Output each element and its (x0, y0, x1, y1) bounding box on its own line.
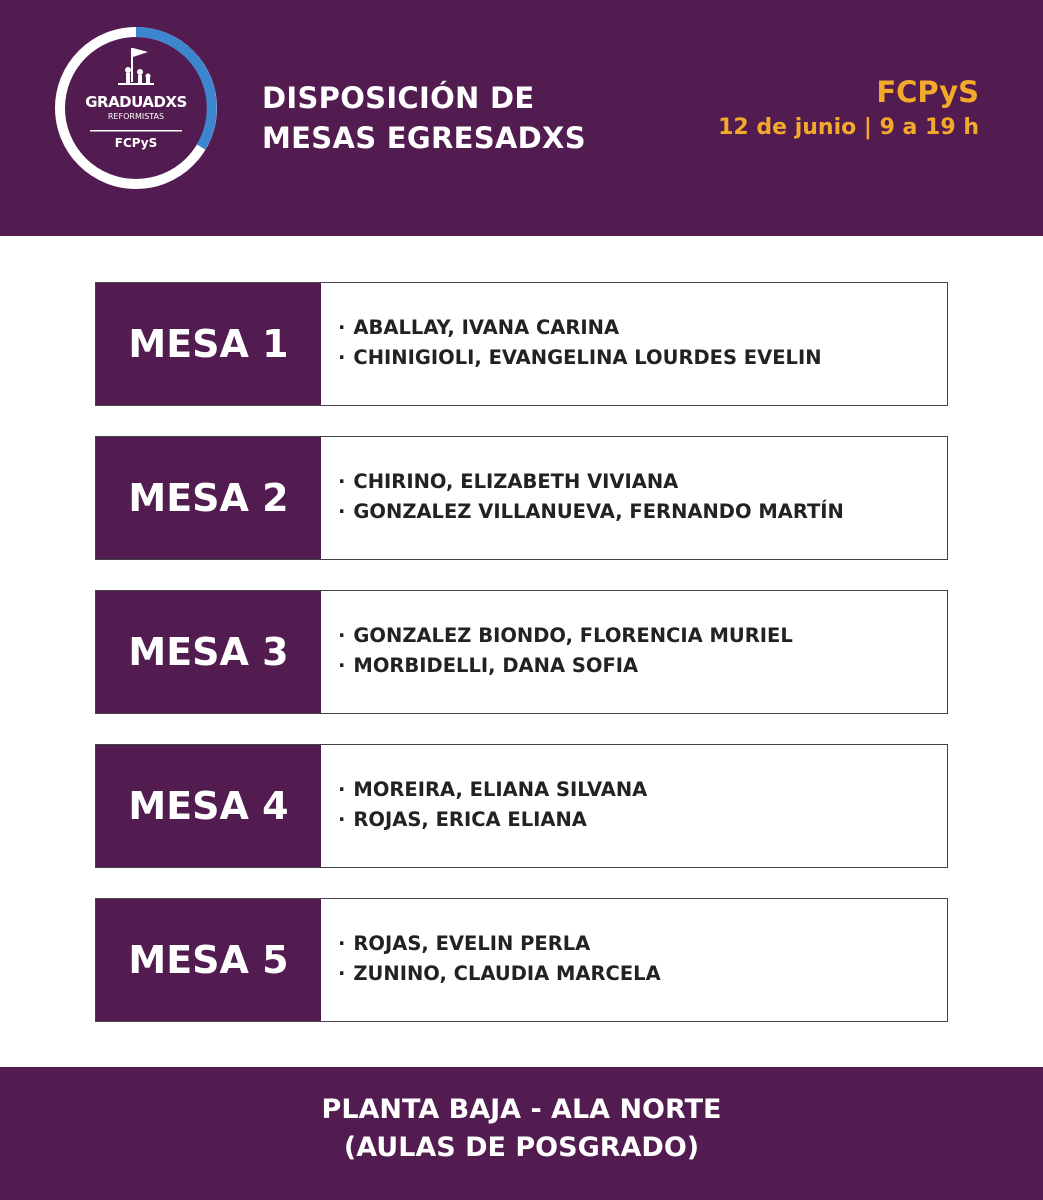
mesa-label: MESA 1 (96, 283, 321, 405)
mesa-label: MESA 2 (96, 437, 321, 559)
mesa-names (338, 775, 647, 835)
list-item: · CHIRINO, ELIZABETH VIVIANA (338, 470, 679, 493)
header-banner (0, 0, 1043, 236)
logo-text-graduadxs: GRADUADXS (85, 93, 187, 111)
mesa-label: MESA 3 (96, 591, 321, 713)
mesa-names (338, 929, 661, 989)
list-item: · ROJAS, EVELIN PERLA (338, 932, 591, 955)
title-line-2: MESAS EGRESADXS (262, 121, 586, 155)
mesa-label: MESA 4 (96, 745, 321, 867)
mesa-card-3 (95, 590, 948, 714)
list-item: · GONZALEZ VILLANUEVA, FERNANDO MARTÍN (338, 500, 844, 523)
logo-text-fcpys: FCPyS (114, 136, 158, 150)
list-item: · GONZALEZ BIONDO, FLORENCIA MURIEL (338, 624, 793, 647)
list-item: · MOREIRA, ELIANA SILVANA (338, 778, 648, 801)
list-item: · CHINIGIOLI, EVANGELINA LOURDES EVELIN (338, 346, 822, 369)
mesa-card-2 (95, 436, 948, 560)
location-line-2: (AULAS DE POSGRADO) (343, 1132, 700, 1163)
logo-text-reformistas: REFORMISTAS (107, 112, 165, 121)
mesa-label: MESA 5 (96, 899, 321, 1021)
page-title (262, 78, 586, 158)
mesa-names (338, 621, 793, 681)
event-info (718, 74, 979, 146)
org-name: FCPyS (876, 75, 979, 109)
mesa-names (338, 467, 844, 527)
list-item: · ZUNINO, CLAUDIA MARCELA (338, 962, 661, 985)
mesa-card-1 (95, 282, 948, 406)
title-line-1: DISPOSICIÓN DE (262, 81, 535, 115)
mesa-card-4 (95, 744, 948, 868)
mesa-names (338, 313, 822, 373)
list-item: · MORBIDELLI, DANA SOFIA (338, 654, 639, 677)
footer-banner (0, 1067, 1043, 1200)
list-item: · ABALLAY, IVANA CARINA (338, 316, 620, 339)
mesa-card-5 (95, 898, 948, 1022)
graduadxs-logo (54, 26, 218, 190)
list-item: · ROJAS, ERICA ELIANA (338, 808, 587, 831)
event-date: 12 de junio | 9 a 19 h (718, 115, 979, 140)
location-line-1: PLANTA BAJA - ALA NORTE (321, 1094, 722, 1125)
mesas-list (95, 282, 948, 1052)
